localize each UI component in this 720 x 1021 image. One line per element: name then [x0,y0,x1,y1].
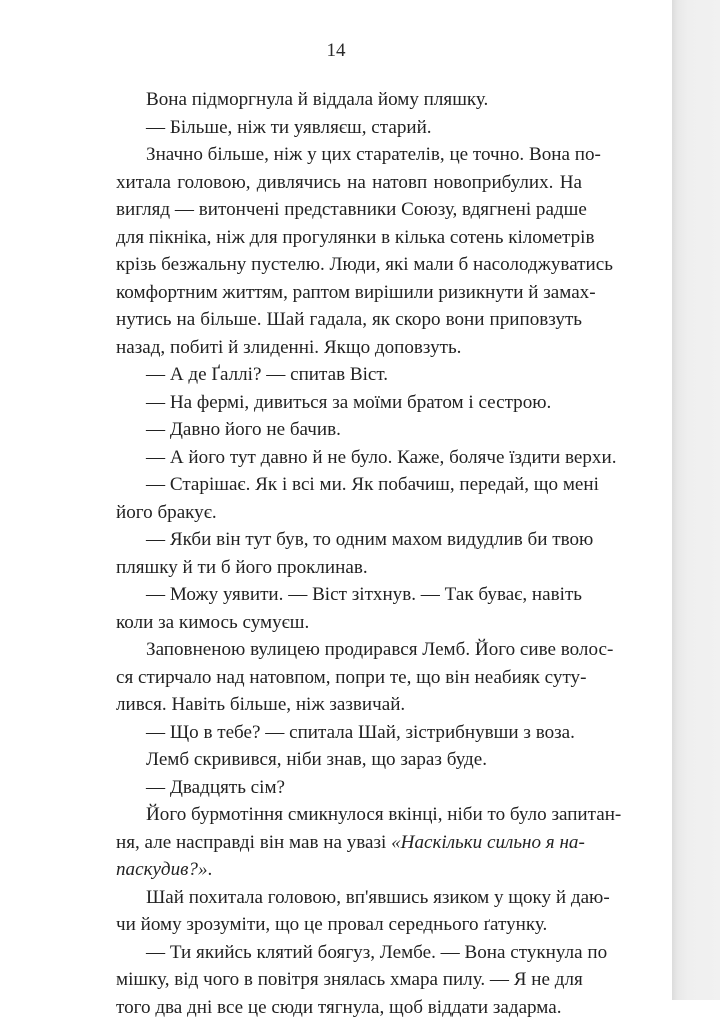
text-line: Заповненою вулицею продирався Лемб. Його сиве волос- [116,636,582,664]
text-line: нутись на більше. Шай гадала, як скоро вони приповзуть [116,306,582,334]
text-line: вигляд — витончені представники Союзу, вдягнені радше [116,196,582,224]
text-line: Шай похитала головою, вп'явшись язиком у щоку й даю- [116,884,582,912]
text-line: — Що в тебе? — спитала Шай, зістрибнувши з воза. [116,719,582,747]
text-line-mixed [116,856,582,884]
page-shadow-edge [672,0,720,1000]
text-line: — Старішає. Як і всі ми. Як побачиш, передай, що мені [116,471,582,499]
text-line-mixed [116,829,582,857]
text-line: Вона підморгнула й віддала йому пляшку. [116,86,582,114]
text-line: того два дні все це сюди тягнула, щоб віддати задарма. [116,994,582,1021]
text-line: Лемб скривився, ніби знав, що зараз буде. [116,746,582,774]
text-line: — Можу уявити. — Віст зітхнув. — Так буває, навіть [116,581,582,609]
text-line: пляшку й ти б його проклинав. [116,554,582,582]
italic-quote: паскудив?» [116,859,208,880]
text-segment: . [208,859,213,880]
text-line: мішку, від чого в повітря знялась хмара пилу. — Я не для [116,966,582,994]
body-text [116,86,582,1021]
text-line: чи йому зрозуміти, що це провал середнього ґатунку. [116,911,582,939]
text-line: — На фермі, дивиться за моїми братом і сестрою. [116,389,582,417]
page-number: 14 [0,40,672,62]
text-line: для пікніка, ніж для прогулянки в кілька сотень кілометрів [116,224,582,252]
text-line: — Ти якийсь клятий боягуз, Лембе. — Вона стукнула по [116,939,582,967]
text-line: комфортним життям, раптом вирішили ризикнути й замах- [116,279,582,307]
text-line: лився. Навіть більше, ніж зазвичай. [116,691,582,719]
text-line: Значно більше, ніж у цих старателів, це точно. Вона по- [116,141,582,169]
italic-quote: «Наскільки сильно я на- [391,832,585,853]
text-line: — Більше, ніж ти уявляєш, старий. [116,114,582,142]
text-line: назад, побиті й злиденні. Якщо доповзуть. [116,334,582,362]
text-line: Його бурмотіння смикнулося вкінці, ніби то було запитан- [116,801,582,829]
text-line: його бракує. [116,499,582,527]
text-line: — Давно його не бачив. [116,416,582,444]
text-line: — А де Ґаллі? — спитав Віст. [116,361,582,389]
text-line: крізь безжальну пустелю. Люди, які мали б насолоджуватись [116,251,582,279]
text-line: — Двадцять сім? [116,774,582,802]
text-line: — Якби він тут був, то одним махом видудлив би твою [116,526,582,554]
text-line: — А його тут давно й не було. Каже, боляче їздити верхи. [116,444,582,472]
text-line: хитала головою, дивлячись на натовп новоприбулих. На [116,169,582,197]
text-segment: ня, але насправді він мав на увазі [116,832,391,853]
text-line: коли за кимось сумуєш. [116,609,582,637]
text-line: ся стирчало над натовпом, попри те, що він неабияк суту- [116,664,582,692]
